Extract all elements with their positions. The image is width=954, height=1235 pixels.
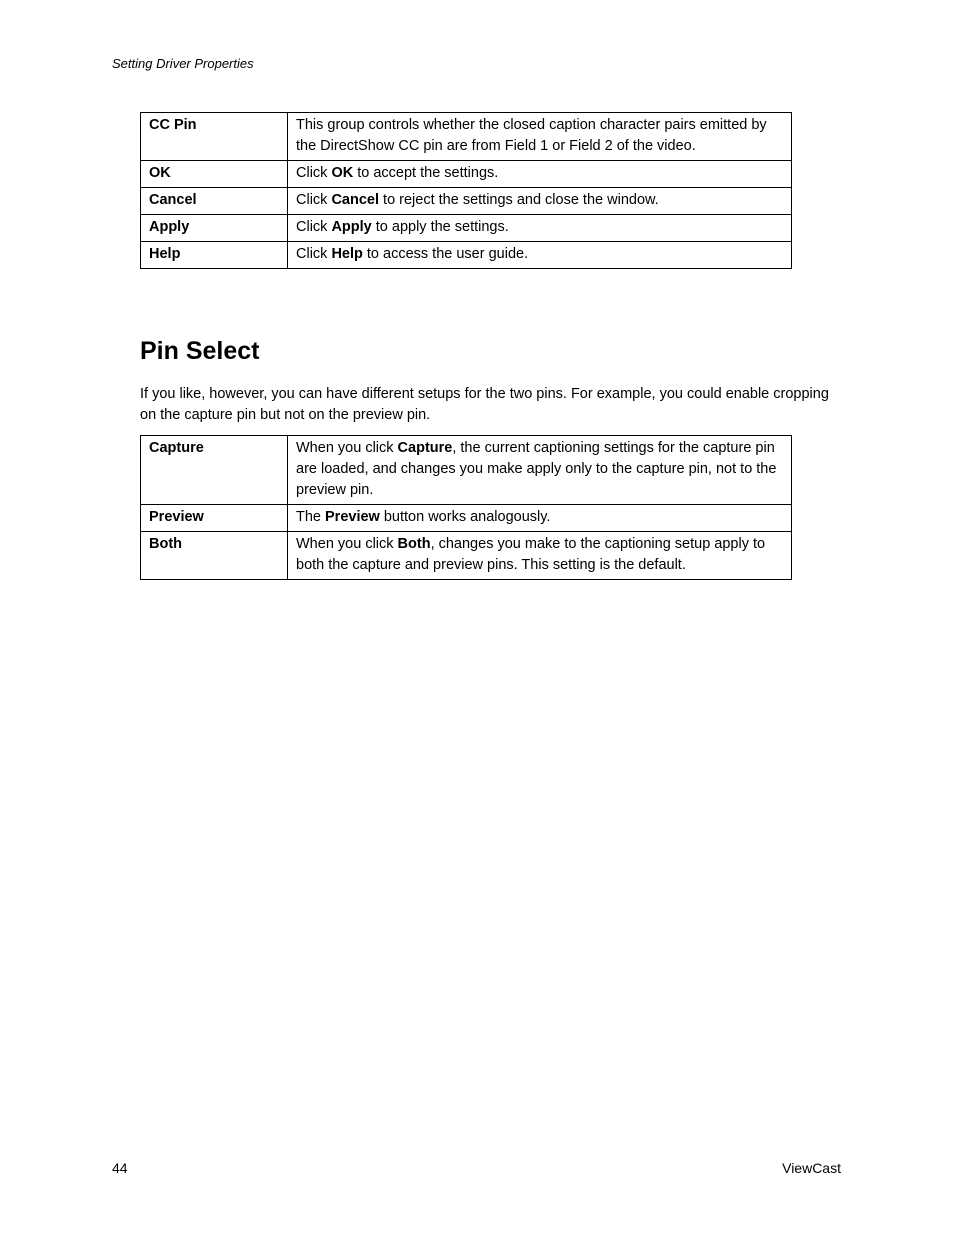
term-help: Help [141, 242, 288, 269]
description-preview: The Preview button works analogously. [288, 505, 792, 532]
page-number: 44 [112, 1160, 128, 1176]
table-row [141, 188, 792, 215]
term-apply: Apply [141, 215, 288, 242]
term-cancel: Cancel [141, 188, 288, 215]
term-ok: OK [141, 161, 288, 188]
term-both: Both [141, 532, 288, 580]
table-row [141, 113, 792, 161]
running-header: Setting Driver Properties [112, 56, 254, 71]
section-title: Pin Select [140, 337, 260, 365]
table-row [141, 505, 792, 532]
description-capture: When you click Capture, the current captioning settings for the capture pin are loaded, and changes you make apply only to the capture pin, not to the preview pin. [288, 436, 792, 505]
term-preview: Preview [141, 505, 288, 532]
table-row [141, 161, 792, 188]
description-apply: Click Apply to apply the settings. [288, 215, 792, 242]
table-row [141, 532, 792, 580]
description-cancel: Click Cancel to reject the settings and close the window. [288, 188, 792, 215]
table-row [141, 215, 792, 242]
term-capture: Capture [141, 436, 288, 505]
pin-select-table [140, 435, 792, 580]
section-intro: If you like, however, you can have different setups for the two pins. For example, you could enable cropping on the capture pin but not on the preview pin. [140, 386, 829, 423]
description-cc-pin: This group controls whether the closed caption character pairs emitted by the DirectShow CC pin are from Field 1 or Field 2 of the video. [288, 113, 792, 161]
description-help: Click Help to access the user guide. [288, 242, 792, 269]
term-cc-pin: CC Pin [141, 113, 288, 161]
description-both: When you click Both, changes you make to the captioning setup apply to both the capture and preview pins. This setting is the default. [288, 532, 792, 580]
table-row [141, 242, 792, 269]
description-ok: Click OK to accept the settings. [288, 161, 792, 188]
table-row [141, 436, 792, 505]
settings-buttons-table [140, 112, 792, 269]
footer-brand: ViewCast [782, 1160, 841, 1176]
